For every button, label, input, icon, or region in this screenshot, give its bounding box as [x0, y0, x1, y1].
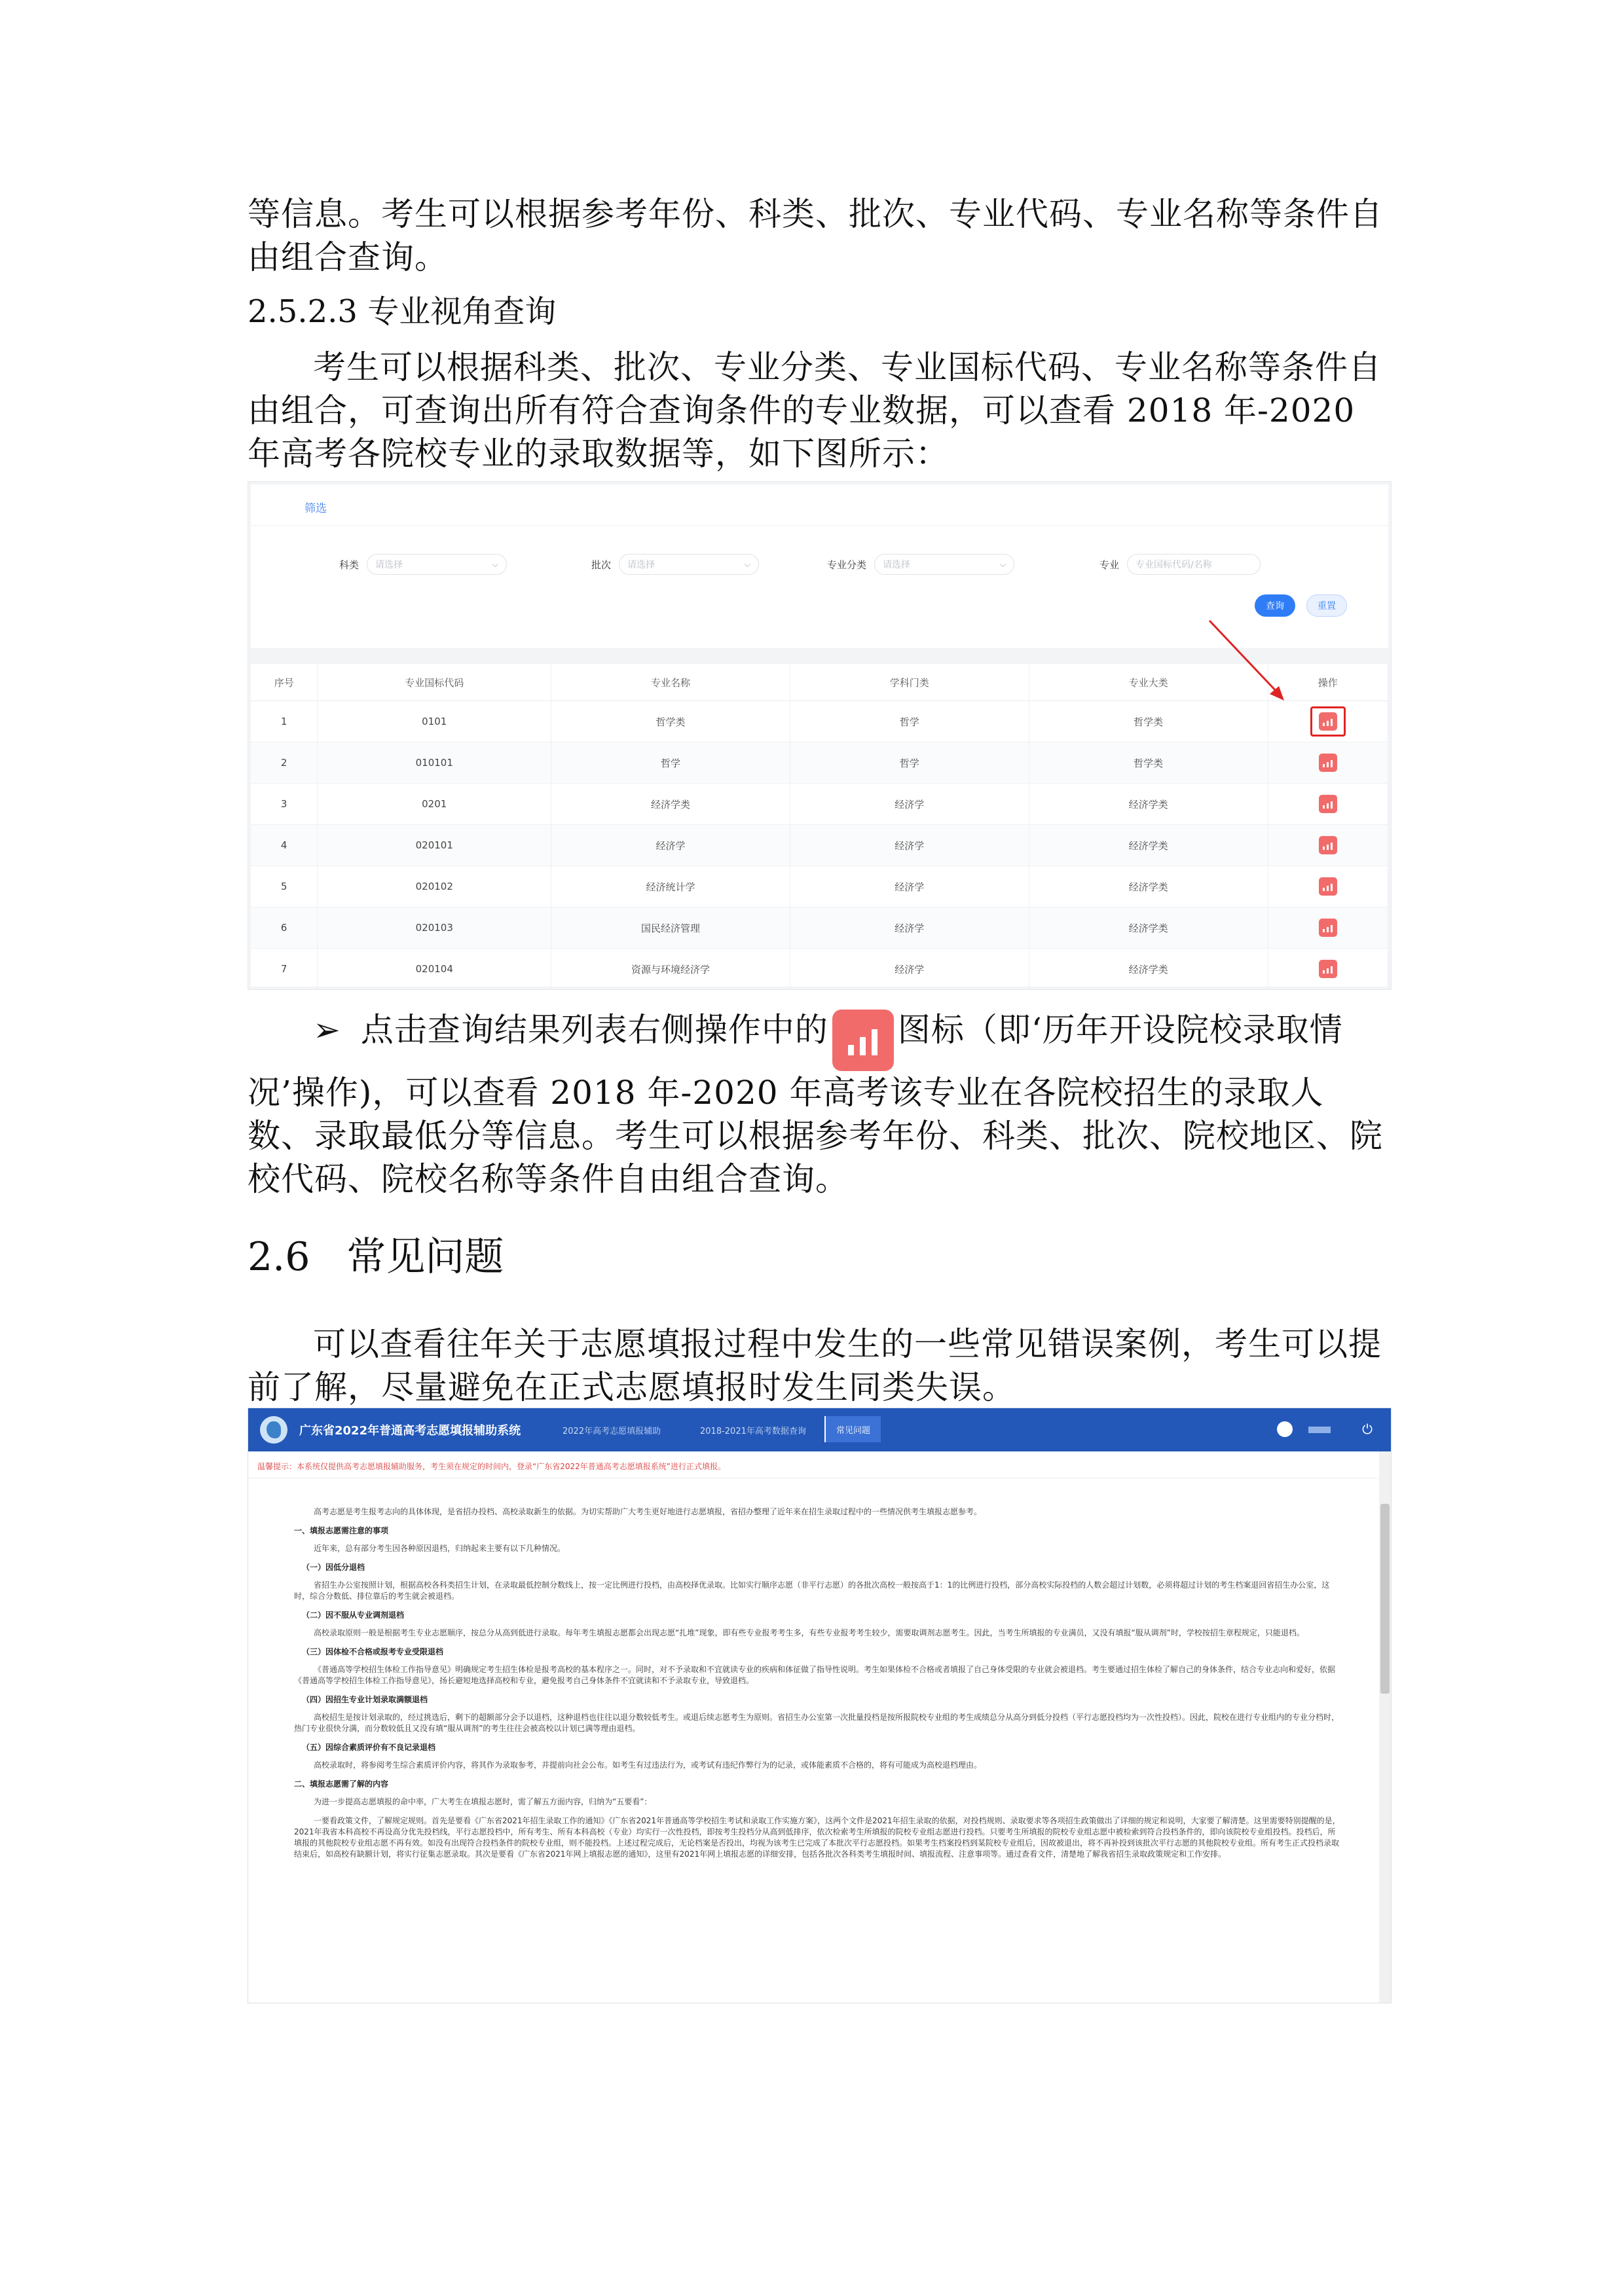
bullet-text-after: 图标（即‘历年开设院校录取情况’操作)，可以查看 2018 年-2020 年高考该专业在各院校招生的录取人数、录取最低分等信息。考生可以根据参考年份、科类、批次、院校地区、院校代码、院校名称等条件自由组合查询。: [248, 1011, 1383, 1198]
cell: 经济学: [790, 907, 1029, 949]
column-header: 序号: [251, 664, 318, 701]
cell: 经济学类: [551, 784, 790, 825]
bullet-marker: ➢: [313, 1011, 341, 1049]
paragraph-26: 可以查看往年关于志愿填报过程中发生的一些常见错误案例，考生可以提前了解，尽量避免在正式志愿填报时发生同类失误。: [248, 1325, 1382, 1406]
table-row: [251, 866, 1388, 907]
batch-select[interactable]: 请选择 ⌵: [619, 554, 759, 575]
bullet-text-before: 点击查询结果列表右侧操作中的: [360, 1011, 828, 1049]
cell: 010101: [318, 742, 551, 784]
item-title: （三）因体检不合格或报考专业受限退档: [302, 1647, 444, 1656]
item-title: （一）因低分退档: [302, 1563, 365, 1572]
column-header: 专业国标代码: [318, 664, 551, 701]
section-number: 2.5.2.3: [248, 293, 358, 330]
action-cell: [1268, 742, 1388, 784]
major-class-select[interactable]: 请选择 ⌵: [874, 554, 1014, 575]
cell: 020101: [318, 825, 551, 866]
cell: 0201: [318, 784, 551, 825]
cell: 经济学: [790, 949, 1029, 990]
cell: 经济学: [790, 784, 1029, 825]
cell: 哲学: [551, 742, 790, 784]
column-header: 学科门类: [790, 664, 1029, 701]
chevron-down-icon: ⌵: [744, 559, 751, 569]
table-row: [251, 825, 1388, 866]
cell: 020102: [318, 866, 551, 907]
bar-chart-icon[interactable]: [1319, 960, 1337, 978]
result-table: [251, 664, 1388, 990]
section-title: 专业视角查询: [367, 293, 557, 330]
section-number: 2.6: [248, 1234, 310, 1280]
major-query-screenshot: [248, 481, 1392, 990]
scrollbar[interactable]: [1379, 1451, 1391, 2003]
filter-label: 专业: [1099, 558, 1120, 571]
item-text: 高校招生是按计划录取的，经过挑选后，剩下的超额部分会予以退档，这种退档也往往以退分数较低考生。或退后续志愿考生为原则。省招生办公室第一次批量投档是按所报院校专业组的考生成绩总分从高分到低分投档（平行志愿投档均为一次性投档）。因此，院校在进行专业组内的专业分档时，热门专业很快分满，而分数较低且又没有填“服从调剂”的考生往往会被高校以计划已满等理由退档。: [294, 1713, 1340, 1733]
cell: 经济学类: [1029, 907, 1268, 949]
tab-volunteer-assist[interactable]: 2022年高考志愿填报辅助: [563, 1427, 661, 1436]
filter-title: 筛选: [304, 502, 327, 515]
action-cell: [1268, 949, 1388, 990]
bar-chart-icon[interactable]: [1319, 836, 1337, 854]
section-heading-26: [248, 1231, 504, 1283]
action-cell: [1268, 907, 1388, 949]
column-header: 专业大类: [1029, 664, 1268, 701]
reset-button[interactable]: 重置: [1306, 594, 1347, 617]
result-table-panel: [251, 664, 1388, 987]
item-title: （五）因综合素质评价有不良记录退档: [302, 1743, 436, 1752]
cell: 0101: [318, 701, 551, 742]
table-row: [251, 907, 1388, 949]
query-button[interactable]: 查询: [1255, 594, 1295, 617]
section-text: 为进一步提高志愿填报的命中率，广大考生在填报志愿时，需了解五方面内容，归纳为“五要看”：: [314, 1797, 652, 1806]
cell: 经济学: [790, 825, 1029, 866]
filter-label: 科类: [339, 558, 360, 571]
section-title: 二、填报志愿需了解的内容: [294, 1779, 389, 1789]
bar-chart-icon[interactable]: [1319, 919, 1337, 937]
tab-data-query[interactable]: 2018-2021年高考数据查询: [700, 1427, 806, 1436]
filter-category: [339, 554, 507, 575]
chevron-down-icon: ⌵: [492, 559, 499, 569]
cell: 4: [251, 825, 318, 866]
cell: 经济学类: [1029, 784, 1268, 825]
faq-content: [294, 1506, 1342, 1868]
section-detail: 一要看政策文件，了解规定规则。首先是要看《广东省2021年招生录取工作的通知》《广东省2021年普通高等学校招生考试和录取工作实施方案》，这两个文件是2021年招生录取的依据，对投档规则、录取要求等各项招生政策做出了详细的规定和说明，大家要了解清楚。这里需要特别提醒的是，2021年我省本科高校不再设高分优先投档线，平行志愿投档中，所有考生、所有本科高校（专业）均实行一次性投档，即按考生投档分从高到低排序，依次检索考生所填报的院校专业组志愿进行投档。只要考生所填报的院校专业组志愿中被检索到符合投档条件的，即向该院校专业组投档。投档后，所填报的其他院校专业组志愿不再有效。如没有出现符合投档条件的院校专业组，则不能投档。上述过程完成后，无论档案是否投出，均视为该考生已完成了本批次平行志愿投档。如果考生档案投档到某院校专业组后，因故被退出，将不再补投到该批次平行志愿的其他院校专业组。所有考生正式投档录取结束后，如高校有缺额计划，将实行征集志愿录取。其次是要看《广东省2021年网上填报志愿的通知》，这里有2021年网上填报志愿的详细安排，包括各批次各科类考生填报时间、填报流程、注意事项等。通过查看文件，清楚地了解我省招生录取政策规定和工作安排。: [294, 1816, 1340, 1859]
cell: 经济统计学: [551, 866, 790, 907]
cell: 2: [251, 742, 318, 784]
category-select[interactable]: 请选择 ⌵: [367, 554, 507, 575]
filter-batch: [591, 554, 759, 575]
item-text: 省招生办公室按照计划，根据高校各科类招生计划，在录取最低控制分数线上，按一定比例进行投档，由高校择优录取。比如实行顺序志愿（非平行志愿）的各批次高校一般按高于1：1的比例进行投档，部分高校实际投档的人数会超过计划数，必须将超过计划的考生档案退回省招生办公室，这时，综合分数低、排位靠后的考生就会被退档。: [294, 1580, 1330, 1601]
cell: 经济学类: [1029, 949, 1268, 990]
cell: 7: [251, 949, 318, 990]
bullet-paragraph: [248, 1008, 1390, 1201]
faq-screenshot: [248, 1408, 1392, 2003]
cell: 经济学类: [1029, 825, 1268, 866]
bar-chart-icon[interactable]: [1319, 877, 1337, 896]
cell: 国民经济管理: [551, 907, 790, 949]
avatar[interactable]: [1277, 1421, 1293, 1437]
filter-major-class: [827, 554, 1014, 575]
action-cell: [1268, 784, 1388, 825]
cell: 经济学类: [1029, 866, 1268, 907]
highlight-box: [1310, 706, 1346, 737]
filter-major: [1099, 554, 1261, 575]
cell: 哲学: [790, 742, 1029, 784]
section-text: 近年来，总有部分考生因各种原因退档，归纳起来主要有以下几种情况。: [314, 1544, 566, 1553]
cell: 3: [251, 784, 318, 825]
tab-faq[interactable]: 常见问题: [824, 1416, 881, 1442]
cell: 6: [251, 907, 318, 949]
paragraph-top: 等信息。考生可以根据参考年份、科类、批次、专业代码、专业名称等条件自由组合查询。: [248, 195, 1383, 276]
section-heading-2523: [248, 292, 556, 331]
notice-banner: 温馨提示：本系统仅提供高考志愿填报辅助服务，考生须在规定的时间内，登录“广东省2022年普通高考志愿填报系统”进行正式填报。: [257, 1462, 726, 1471]
table-header-row: [251, 664, 1388, 701]
paragraph-2523: 考生可以根据科类、批次、专业分类、专业国标代码、专业名称等条件自由组合，可查询出所有符合查询条件的专业数据，可以查看 2018 年-2020 年高考各院校专业的录取数据等，如下图所示：: [248, 348, 1382, 473]
cell: 经济学: [551, 825, 790, 866]
cell: 1: [251, 701, 318, 742]
chevron-down-icon: ⌵: [999, 559, 1006, 569]
action-cell: [1268, 701, 1388, 742]
logo: [260, 1416, 287, 1444]
action-cell: [1268, 866, 1388, 907]
bar-chart-icon[interactable]: [1319, 712, 1337, 731]
action-cell: [1268, 825, 1388, 866]
item-title: （四）因招生专业计划录取满额退档: [302, 1695, 428, 1704]
cell: 资源与环境经济学: [551, 949, 790, 990]
section-title: 常见问题: [346, 1234, 504, 1280]
cell: 哲学: [790, 701, 1029, 742]
cell: 020104: [318, 949, 551, 990]
app-header: [248, 1408, 1391, 1451]
column-header: 专业名称: [551, 664, 790, 701]
app-title: 广东省2022年普通高考志愿填报辅助系统: [299, 1424, 521, 1438]
filter-label: 专业分类: [827, 558, 867, 571]
cell: 哲学类: [1029, 742, 1268, 784]
cell: 5: [251, 866, 318, 907]
divider: [251, 525, 1388, 526]
filter-panel: [251, 484, 1388, 648]
scrollbar-thumb[interactable]: [1380, 1504, 1390, 1694]
bar-chart-icon[interactable]: [1319, 754, 1337, 772]
cell: 哲学类: [1029, 701, 1268, 742]
item-text: 高校录取时，将参阅考生综合素质评价内容，将其作为录取参考，并提前向社会公布。如考生有过违法行为，或考试有违纪作弊行为的记录，或体能素质不合格的，将有可能成为高校退档理由。: [314, 1760, 982, 1770]
table-row: [251, 784, 1388, 825]
filter-label: 批次: [591, 558, 612, 571]
item-text: 《普通高等学校招生体检工作指导意见》明确规定考生招生体检是报考高校的基本程序之一。同时，对不予录取和不宜就读专业的疾病和体征做了指导性说明。考生如果体检不合格或者填报了自己身体受限的专业就会被退档。考生要通过招生体检了解自己的身体条件，结合专业志向和爱好，依据《普通高等学校招生体检工作指导意见》，扬长避短地选择高校和专业，避免报考自己身体条件不宜就读和不予录取专业，导致退档。: [294, 1665, 1336, 1685]
bar-chart-icon: [832, 1010, 894, 1071]
cell: 经济学: [790, 866, 1029, 907]
user-name: [1308, 1427, 1331, 1433]
major-input[interactable]: 专业国标代码/名称: [1127, 554, 1261, 575]
section-title: 一、填报志愿需注意的事项: [294, 1526, 389, 1535]
item-title: （二）因不服从专业调剂退档: [302, 1611, 405, 1620]
table-row: [251, 949, 1388, 990]
table-row: [251, 701, 1388, 742]
cell: 020103: [318, 907, 551, 949]
table-row: [251, 742, 1388, 784]
cell: 哲学类: [551, 701, 790, 742]
item-text: 高校录取原则一般是根据考生专业志愿顺序，按总分从高到低进行录取。每年考生填报志愿都会出现志愿“扎堆”现象，即有些专业报考考生多，有些专业报考考生较少，需要取调剂志愿考生。因此，当考生所填报的专业满员，又没有填报“服从调剂”时，学校按招生章程规定，只能退档。: [314, 1628, 1304, 1637]
intro-text: 高考志愿是考生报考志向的具体体现，是省招办投档、高校录取新生的依据。为切实帮助广大考生更好地进行志愿填报，省招办整理了近年来在招生录取过程中的一些情况供考生填报志愿参考。: [314, 1507, 982, 1516]
column-header: 操作: [1268, 664, 1388, 701]
power-icon[interactable]: ⏻: [1362, 1421, 1373, 1437]
bar-chart-icon[interactable]: [1319, 795, 1337, 813]
